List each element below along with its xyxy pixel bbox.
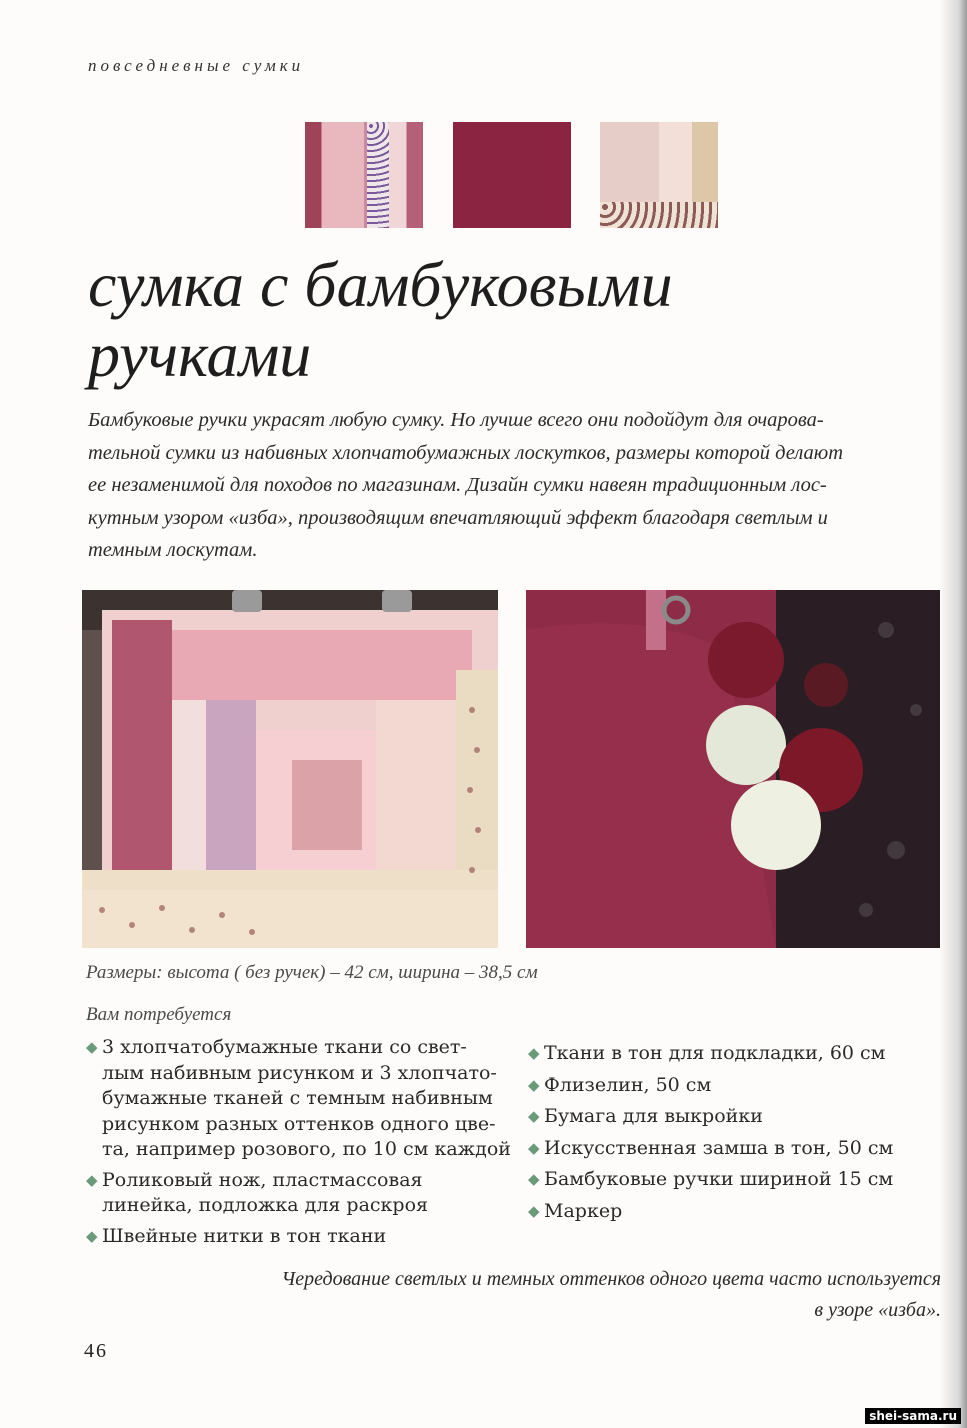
list-item-text: Искусственная замша в тон, 50 см (544, 1136, 894, 1159)
materials-heading: Вам потребуется (86, 1004, 232, 1025)
page-number: 46 (84, 1340, 108, 1362)
site-watermark: shei-sama.ru (865, 1408, 961, 1424)
title-line: сумка с бамбуковыми (88, 249, 673, 320)
fabric-swatch-floral (600, 122, 718, 228)
intro-line: Бамбуковые ручки украсят любую сумку. Но лучше всего они подойдут для очарова- (88, 409, 824, 431)
title-line: ручками (88, 319, 312, 390)
note-line: в узоре «изба». (814, 1299, 941, 1321)
list-item-line: линейка, подложка для раскроя (102, 1194, 429, 1216)
diamond-bullet-icon: ◆ (86, 1170, 98, 1189)
list-item (528, 1101, 938, 1133)
list-item (528, 1164, 938, 1196)
list-item-line: 3 хлопчатобумажные ткани со свет- (102, 1036, 467, 1058)
list-item-text: Бамбуковые ручки шириной 15 см (544, 1168, 894, 1190)
list-item (86, 1224, 516, 1250)
diamond-bullet-icon: ◆ (528, 1201, 540, 1220)
diamond-bullet-icon: ◆ (528, 1138, 540, 1157)
intro-line: темным лоскутам. (88, 539, 258, 562)
diamond-bullet-icon: ◆ (86, 1226, 98, 1245)
list-item-line: Швейные нитки в тон ткани (102, 1224, 387, 1247)
list-item-line: бумажные тканей с темным набивным (102, 1087, 493, 1109)
patchwork-bag-illustration (82, 590, 498, 948)
materials-list-left (86, 1035, 516, 1254)
dimensions-caption: Размеры: высота ( без ручек) – 42 см, ширина – 38,5 см (86, 962, 538, 983)
list-item (86, 1168, 516, 1219)
page-title (88, 250, 808, 390)
list-item-line: лым набивным рисунком и 3 хлопчато- (102, 1061, 497, 1084)
list-item (528, 1038, 938, 1070)
intro-paragraph (88, 404, 948, 567)
list-item-text: Маркер (544, 1199, 623, 1222)
list-item (528, 1070, 938, 1102)
fabric-swatch-solid (453, 122, 571, 228)
bag-roses-illustration (526, 590, 940, 948)
list-item (528, 1133, 938, 1165)
list-item-line: Роликовый нож, пластмассовая (102, 1168, 423, 1191)
intro-line: тельной сумки из набивных хлопчатобумажных лоскутков, размеры которой делают (88, 441, 844, 464)
list-item (86, 1035, 516, 1163)
diamond-bullet-icon: ◆ (528, 1170, 540, 1188)
intro-line: кутным узором «изба», производящим впечатляющий эффект благодаря светлым и (88, 506, 828, 529)
diamond-bullet-icon: ◆ (528, 1107, 540, 1125)
list-item-text: Флизелин, 50 см (544, 1073, 712, 1096)
intro-line: ее незаменимой для походов по магазинам. Дизайн сумки навеян традиционным лос- (88, 474, 827, 497)
list-item-text: Бумага для выкройки (544, 1105, 763, 1127)
photo-bag-with-roses (526, 590, 940, 948)
list-item-line: та, например розового, по 10 см каждой (102, 1138, 511, 1160)
page-gutter-shadow (939, 0, 967, 1428)
fabric-swatch-patchwork (305, 122, 423, 228)
list-item (528, 1196, 938, 1228)
section-label: повседневные сумки (88, 56, 305, 75)
diamond-bullet-icon: ◆ (528, 1075, 540, 1094)
note-line: Чередование светлых и темных оттенков одного цвета часто используется (281, 1268, 941, 1290)
diamond-bullet-icon: ◆ (86, 1038, 98, 1056)
list-item-line: рисунком разных оттенков одного цве- (102, 1112, 496, 1135)
side-note (121, 1264, 941, 1326)
list-item-text: Ткани в тон для подкладки, 60 см (544, 1042, 886, 1064)
diamond-bullet-icon: ◆ (528, 1044, 540, 1062)
materials-list-right (528, 1038, 938, 1227)
photo-patchwork-bag (82, 590, 498, 948)
